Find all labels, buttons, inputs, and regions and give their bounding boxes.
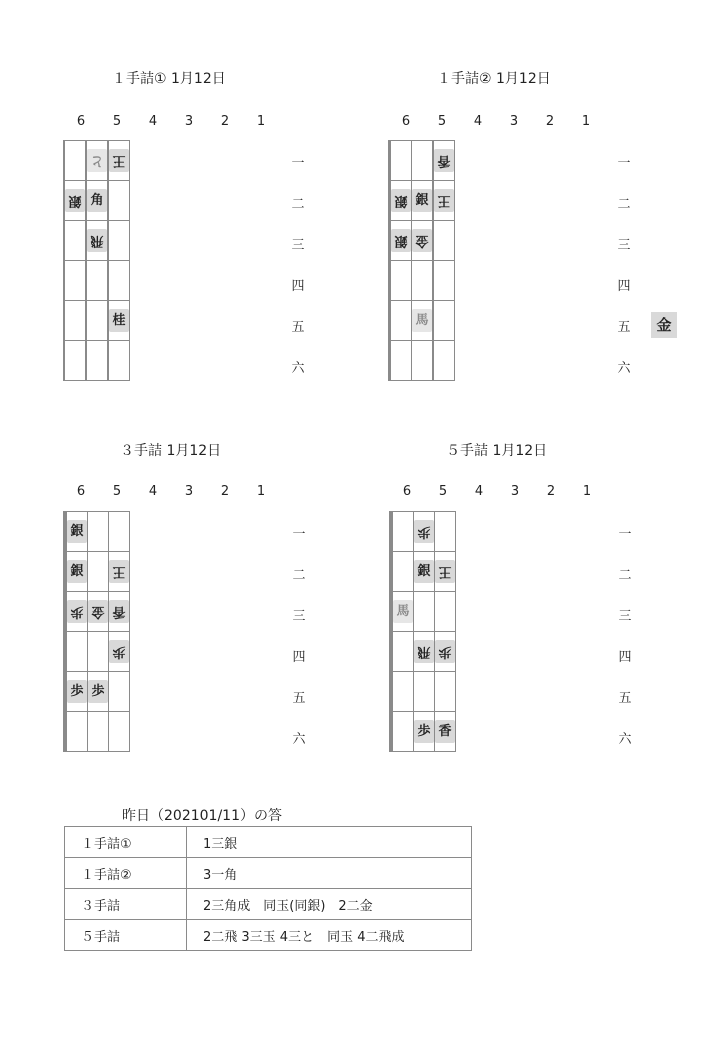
board-cell (435, 632, 456, 672)
row-number: 三 (292, 609, 306, 624)
board-cell (65, 301, 86, 341)
board-row (390, 512, 456, 552)
column-number: 6 (76, 114, 86, 129)
row-number: 四 (292, 650, 306, 665)
board-cell (393, 632, 414, 672)
shogi-piece: 銀 (67, 520, 87, 543)
board-row (390, 672, 456, 712)
column-number: 4 (473, 114, 483, 129)
row-number: 六 (292, 732, 306, 747)
board-row (390, 632, 456, 672)
board-cell (67, 552, 88, 592)
board-row (64, 141, 130, 181)
shogi-piece: 馬 (393, 600, 413, 623)
board-row (389, 181, 455, 221)
puzzle-title: １手詰① 1月12日 (112, 71, 226, 87)
row-number: 五 (292, 691, 306, 706)
puzzle-title: １手詰② 1月12日 (437, 71, 551, 87)
board-cell (67, 512, 88, 552)
row-number: 四 (291, 279, 305, 294)
row-number: 三 (617, 238, 631, 253)
board-cell (65, 261, 86, 301)
column-number: 3 (509, 114, 519, 129)
answer-moves: 2二飛 3三玉 4三と 同玉 4二飛成 (187, 920, 472, 951)
column-number: 2 (220, 114, 230, 129)
board-row (389, 301, 455, 341)
row-number: 五 (291, 320, 305, 335)
board-cell (109, 632, 130, 672)
board-row (64, 632, 130, 672)
board-cell (87, 181, 108, 221)
board-cell (88, 592, 109, 632)
answers-table (64, 826, 472, 951)
shogi-piece: と (87, 149, 107, 172)
board-cell (109, 512, 130, 552)
board-cell (87, 221, 108, 261)
board-cell (109, 261, 130, 301)
column-number: 1 (256, 114, 266, 129)
board-cell (109, 301, 130, 341)
board-row (64, 341, 130, 381)
column-number: 1 (581, 114, 591, 129)
board-row (390, 712, 456, 752)
row-number: 三 (618, 609, 632, 624)
answer-moves: 3一角 (187, 858, 472, 889)
shogi-piece: 王 (109, 149, 129, 172)
board-cell (434, 181, 455, 221)
board-cell (109, 141, 130, 181)
board-cell (412, 181, 433, 221)
puzzle-name: ５手詰 (65, 920, 187, 951)
shogi-piece: 歩 (88, 680, 108, 703)
column-number: 2 (220, 484, 230, 499)
column-number: 5 (438, 484, 448, 499)
board-cell (412, 261, 433, 301)
board-row (64, 552, 130, 592)
board-cell (393, 672, 414, 712)
board-cell (412, 221, 433, 261)
row-number: 二 (291, 197, 305, 212)
board-cell (391, 301, 412, 341)
column-number: 6 (401, 114, 411, 129)
column-number: 6 (76, 484, 86, 499)
puzzle-name: １手詰① (65, 827, 187, 858)
board-cell (412, 341, 433, 381)
shogi-piece: 歩 (67, 600, 87, 623)
board-cell (65, 341, 86, 381)
shogi-board (63, 511, 130, 752)
board-cell (67, 592, 88, 632)
board-cell (391, 181, 412, 221)
row-number: 六 (617, 361, 631, 376)
column-number: 2 (546, 484, 556, 499)
board-cell (109, 341, 130, 381)
board-cell (414, 712, 435, 752)
board-cell (88, 512, 109, 552)
column-number: 1 (256, 484, 266, 499)
answer-moves: 2三角成 同玉(同銀) 2二金 (187, 889, 472, 920)
board-cell (109, 592, 130, 632)
board-cell (434, 301, 455, 341)
board-cell (434, 221, 455, 261)
table-row (65, 920, 472, 951)
board-cell (435, 552, 456, 592)
row-number: 六 (291, 361, 305, 376)
shogi-piece: 角 (87, 189, 107, 212)
board-row (64, 261, 130, 301)
board-cell (412, 301, 433, 341)
board-cell (391, 141, 412, 181)
shogi-piece: 香 (109, 600, 129, 623)
column-number: 5 (112, 114, 122, 129)
row-number: 六 (618, 732, 632, 747)
board-cell (391, 261, 412, 301)
shogi-piece: 金 (412, 229, 432, 252)
board-row (389, 221, 455, 261)
piece-in-hand: 金 (651, 312, 677, 338)
shogi-piece: 馬 (412, 309, 432, 332)
column-number: 1 (582, 484, 592, 499)
column-number: 6 (402, 484, 412, 499)
board-cell (88, 712, 109, 752)
board-row (64, 672, 130, 712)
shogi-piece: 王 (434, 189, 454, 212)
board-row (390, 592, 456, 632)
board-row (64, 181, 130, 221)
shogi-piece: 歩 (414, 720, 434, 743)
shogi-piece: 歩 (414, 520, 434, 543)
row-number: 二 (292, 568, 306, 583)
table-row (65, 889, 472, 920)
board-row (389, 141, 455, 181)
board-cell (414, 592, 435, 632)
board-cell (414, 512, 435, 552)
board-row (64, 592, 130, 632)
row-number: 二 (618, 568, 632, 583)
board-cell (87, 141, 108, 181)
puzzle-title: ３手詰 1月12日 (120, 443, 222, 459)
column-number: 2 (545, 114, 555, 129)
board-cell (414, 672, 435, 712)
board-cell (109, 221, 130, 261)
table-row (65, 827, 472, 858)
column-number: 4 (474, 484, 484, 499)
puzzle-name: ３手詰 (65, 889, 187, 920)
column-number: 5 (437, 114, 447, 129)
board-cell (434, 261, 455, 301)
column-number: 4 (148, 114, 158, 129)
board-cell (435, 672, 456, 712)
shogi-piece: 金 (88, 600, 108, 623)
board-cell (393, 512, 414, 552)
board-cell (109, 672, 130, 712)
board-cell (391, 341, 412, 381)
puzzle-name: １手詰② (65, 858, 187, 889)
board-cell (87, 261, 108, 301)
row-number: 一 (291, 156, 305, 171)
shogi-board (389, 511, 456, 752)
shogi-piece: 銀 (414, 560, 434, 583)
board-cell (67, 632, 88, 672)
puzzle-title: ５手詰 1月12日 (446, 443, 548, 459)
board-cell (434, 341, 455, 381)
board-cell (414, 552, 435, 592)
shogi-piece: 歩 (109, 640, 129, 663)
answer-moves: 1三銀 (187, 827, 472, 858)
row-number: 四 (617, 279, 631, 294)
board-cell (393, 712, 414, 752)
row-number: 一 (617, 156, 631, 171)
board-row (64, 512, 130, 552)
board-cell (88, 672, 109, 712)
board-row (389, 261, 455, 301)
board-cell (391, 221, 412, 261)
board-cell (87, 301, 108, 341)
board-cell (393, 552, 414, 592)
board-row (389, 341, 455, 381)
shogi-piece: 銀 (391, 189, 411, 212)
board-cell (435, 592, 456, 632)
shogi-board (63, 140, 130, 381)
board-cell (65, 221, 86, 261)
shogi-piece: 桂 (109, 309, 129, 332)
column-number: 3 (510, 484, 520, 499)
board-row (64, 221, 130, 261)
board-row (64, 301, 130, 341)
shogi-piece: 歩 (435, 640, 455, 663)
board-row (64, 712, 130, 752)
row-number: 二 (617, 197, 631, 212)
shogi-piece: 飛 (87, 229, 107, 252)
shogi-piece: 銀 (412, 189, 432, 212)
row-number: 四 (618, 650, 632, 665)
board-cell (434, 141, 455, 181)
table-row (65, 858, 472, 889)
shogi-piece: 香 (435, 720, 455, 743)
shogi-piece: 飛 (414, 640, 434, 663)
column-number: 5 (112, 484, 122, 499)
column-number: 3 (184, 484, 194, 499)
board-cell (87, 341, 108, 381)
row-number: 一 (292, 527, 306, 542)
shogi-piece: 香 (434, 149, 454, 172)
board-cell (435, 712, 456, 752)
shogi-piece: 銀 (67, 560, 87, 583)
board-cell (414, 632, 435, 672)
row-number: 五 (618, 691, 632, 706)
board-cell (88, 552, 109, 592)
answers-title: 昨日（202101/11）の答 (122, 808, 282, 824)
shogi-board (388, 140, 455, 381)
board-cell (88, 632, 109, 672)
shogi-piece: 歩 (67, 680, 87, 703)
row-number: 三 (291, 238, 305, 253)
shogi-piece: 銀 (391, 229, 411, 252)
row-number: 五 (617, 320, 631, 335)
column-number: 3 (184, 114, 194, 129)
column-number: 4 (148, 484, 158, 499)
board-cell (412, 141, 433, 181)
board-cell (393, 592, 414, 632)
board-cell (67, 672, 88, 712)
shogi-piece: 王 (435, 560, 455, 583)
shogi-piece: 王 (109, 560, 129, 583)
board-cell (109, 552, 130, 592)
row-number: 一 (618, 527, 632, 542)
board-row (390, 552, 456, 592)
board-cell (65, 141, 86, 181)
board-cell (109, 181, 130, 221)
shogi-piece: 銀 (65, 189, 85, 212)
board-cell (435, 512, 456, 552)
board-cell (109, 712, 130, 752)
board-cell (67, 712, 88, 752)
board-cell (65, 181, 86, 221)
